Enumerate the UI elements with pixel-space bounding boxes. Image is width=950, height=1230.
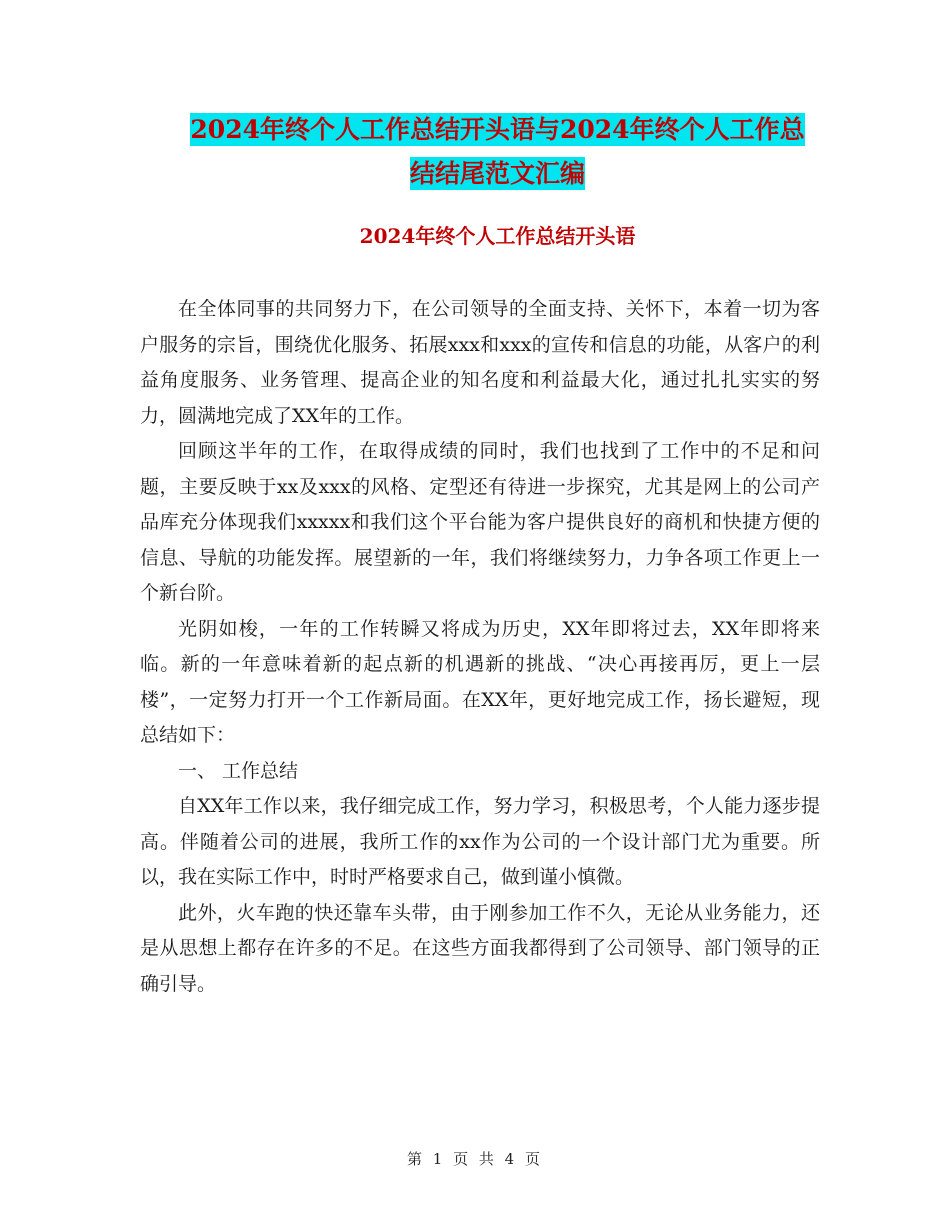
paragraph: 此外，火车跑的快还靠车头带，由于刚参加工作不久，无论从业务能力，还是从思想上都存在许多的不足。在这些方面我都得到了公司领导、部门领导的正确引导。	[140, 901, 820, 995]
subsection-heading: 一、 工作总结	[178, 759, 299, 782]
paragraph: 回顾这半年的工作，在取得成绩的同时，我们也找到了工作中的不足和问题，主要反映于xx及xxx的风格、定型还有待进一步探究，尤其是网上的公司产品库充分体现我们xxxxx和我们这个平台能为客户提供良好的商机和快捷方便的信息、导航的功能发挥。展望新的一年，我们将继续努力，力争各项工作更上一个新台阶。	[140, 440, 820, 604]
title-highlight-2: 结结尾范文汇编	[409, 159, 585, 188]
paragraph: 光阴如梭，一年的工作转瞬又将成为历史，XX年即将过去，XX年即将来临。新的一年意味着新的起点新的机遇新的挑战、“决心再接再厉，更上一层楼”，一定努力打开一个工作新局面。在XX年，更好地完成工作，扬长避短，现总结如下：	[140, 617, 820, 746]
document-title-line-2	[140, 158, 855, 190]
document-title-line-1	[140, 114, 855, 146]
paragraph: 自XX年工作以来，我仔细完成工作，努力学习，积极思考，个人能力逐步提高。伴随着公司的进展，我所工作的xx作为公司的一个设计部门尤为重要。所以，我在实际工作中，时时严格要求自己，做到谨小慎微。	[140, 795, 820, 888]
body-text	[140, 292, 820, 1002]
page-footer: 第 1 页 共 4 页	[407, 1150, 543, 1168]
section-title: 2024年终个人工作总结开头语	[359, 224, 636, 248]
title-highlight-1: 2024年终个人工作总结开头语与2024年终个人工作总	[190, 115, 805, 144]
paragraph: 在全体同事的共同努力下，在公司领导的全面支持、关怀下，本着一切为客户服务的宗旨，围绕优化服务、拓展xxx和xxx的宣传和信息的功能，从客户的利益角度服务、业务管理、提高企业的知名度和利益最大化，通过扎扎实实的努力，圆满地完成了XX年的工作。	[140, 298, 820, 427]
